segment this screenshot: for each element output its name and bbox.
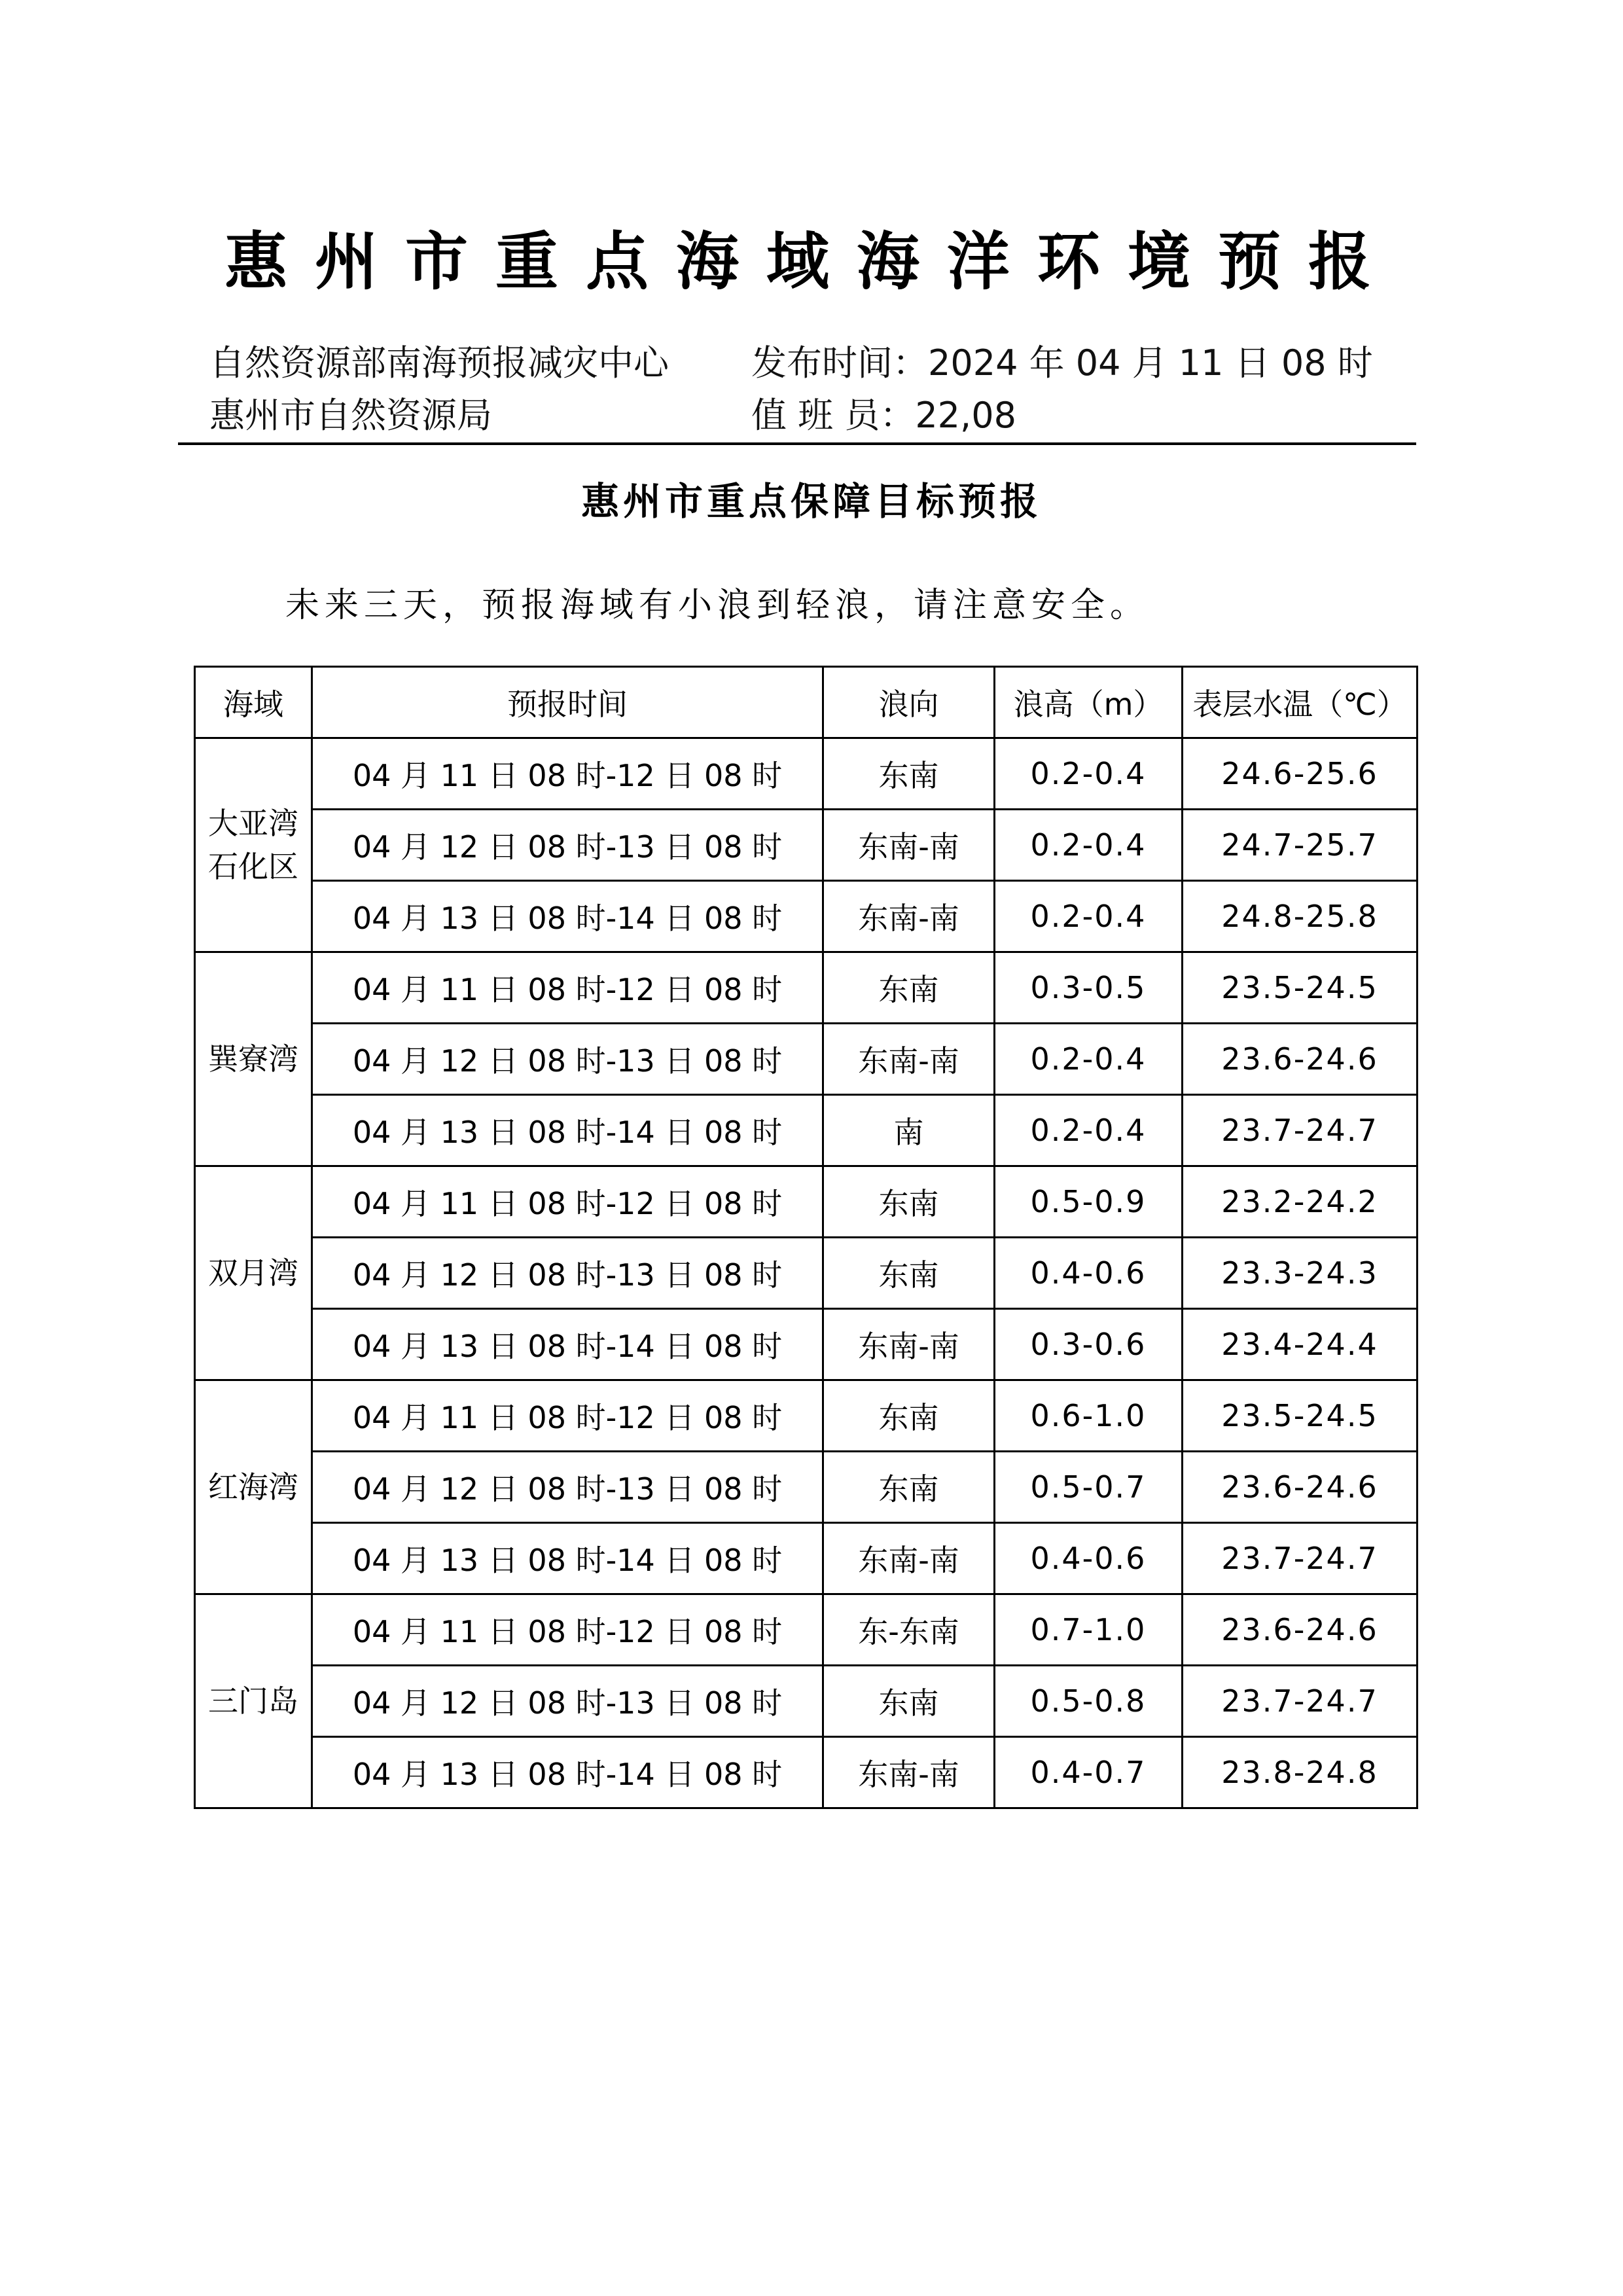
water-temp-cell: 23.5-24.5 (1183, 952, 1418, 1024)
water-temp-cell: 24.7-25.7 (1183, 810, 1418, 881)
release-time: 发布时间：2024 年 04 月 11 日 08 时 (751, 342, 1373, 384)
wave-direction-cell: 东南-南 (823, 1024, 995, 1095)
wave-direction-cell: 东南-南 (823, 881, 995, 952)
water-temp-cell: 24.6-25.6 (1183, 738, 1418, 810)
section-title: 惠州市重点保障目标预报 (580, 479, 1042, 524)
water-temp-cell: 23.7-24.7 (1183, 1095, 1418, 1166)
forecast-time-cell: 04 月 13 日 08 时-14 日 08 时 (312, 1095, 823, 1166)
wave-height-cell: 0.3-0.5 (995, 952, 1183, 1024)
wave-direction-cell: 东南-南 (823, 1523, 995, 1594)
forecast-time-cell: 04 月 11 日 08 时-12 日 08 时 (312, 1380, 823, 1452)
water-temp-cell: 23.7-24.7 (1183, 1523, 1418, 1594)
forecast-time-cell: 04 月 11 日 08 时-12 日 08 时 (312, 738, 823, 810)
wave-height-cell: 0.2-0.4 (995, 810, 1183, 881)
wave-height-cell: 0.5-0.8 (995, 1666, 1183, 1737)
forecast-time-cell: 04 月 11 日 08 时-12 日 08 时 (312, 1594, 823, 1666)
duty-staff: 值 班 员：22,08 (751, 395, 1016, 436)
column-header-water-temp: 表层水温（℃） (1183, 667, 1418, 738)
wave-direction-cell: 东南 (823, 738, 995, 810)
column-header-wave-height: 浪高（m） (995, 667, 1183, 738)
wave-height-cell: 0.4-0.6 (995, 1238, 1183, 1309)
wave-height-cell: 0.2-0.4 (995, 881, 1183, 952)
wave-direction-cell: 东南-南 (823, 810, 995, 881)
wave-direction-cell: 东南 (823, 1452, 995, 1523)
wave-height-cell: 0.7-1.0 (995, 1594, 1183, 1666)
table-row (195, 881, 1418, 952)
region-cell: 红海湾 (195, 1380, 312, 1594)
water-temp-cell: 24.8-25.8 (1183, 881, 1418, 952)
wave-direction-cell: 南 (823, 1095, 995, 1166)
table-row (195, 1309, 1418, 1380)
table-row (195, 738, 1418, 810)
table-header-row (195, 667, 1418, 738)
forecast-time-cell: 04 月 12 日 08 时-13 日 08 时 (312, 810, 823, 881)
table-row (195, 1380, 1418, 1452)
issuer-secondary: 惠州市自然资源局 (209, 395, 492, 436)
wave-height-cell: 0.4-0.7 (995, 1737, 1183, 1808)
forecast-time-cell: 04 月 12 日 08 时-13 日 08 时 (312, 1452, 823, 1523)
wave-direction-cell: 东南 (823, 1666, 995, 1737)
table-row (195, 1523, 1418, 1594)
table-row (195, 1452, 1418, 1523)
region-cell: 大亚湾石化区 (195, 738, 312, 952)
document-title: 惠州市重点海域海洋环境预报 (224, 224, 1399, 298)
wave-height-cell: 0.5-0.9 (995, 1166, 1183, 1238)
table-row (195, 952, 1418, 1024)
wave-height-cell: 0.3-0.6 (995, 1309, 1183, 1380)
water-temp-cell: 23.3-24.3 (1183, 1238, 1418, 1309)
wave-direction-cell: 东南 (823, 952, 995, 1024)
wave-direction-cell: 东南 (823, 1380, 995, 1452)
wave-height-cell: 0.2-0.4 (995, 738, 1183, 810)
forecast-time-cell: 04 月 13 日 08 时-14 日 08 时 (312, 1523, 823, 1594)
water-temp-cell: 23.6-24.6 (1183, 1452, 1418, 1523)
table-row (195, 810, 1418, 881)
column-header-time: 预报时间 (312, 667, 823, 738)
water-temp-cell: 23.6-24.6 (1183, 1024, 1418, 1095)
column-header-direction: 浪向 (823, 667, 995, 738)
forecast-time-cell: 04 月 11 日 08 时-12 日 08 时 (312, 952, 823, 1024)
forecast-time-cell: 04 月 13 日 08 时-14 日 08 时 (312, 881, 823, 952)
wave-height-cell: 0.4-0.6 (995, 1523, 1183, 1594)
table-row (195, 1594, 1418, 1666)
table-row (195, 1166, 1418, 1238)
water-temp-cell: 23.5-24.5 (1183, 1380, 1418, 1452)
forecast-time-cell: 04 月 11 日 08 时-12 日 08 时 (312, 1166, 823, 1238)
water-temp-cell: 23.6-24.6 (1183, 1594, 1418, 1666)
table-row (195, 1095, 1418, 1166)
water-temp-cell: 23.8-24.8 (1183, 1737, 1418, 1808)
table-row (195, 1024, 1418, 1095)
forecast-time-cell: 04 月 12 日 08 时-13 日 08 时 (312, 1024, 823, 1095)
region-cell: 双月湾 (195, 1166, 312, 1380)
wave-direction-cell: 东南-南 (823, 1309, 995, 1380)
wave-height-cell: 0.5-0.7 (995, 1452, 1183, 1523)
region-cell: 巽寮湾 (195, 952, 312, 1166)
water-temp-cell: 23.7-24.7 (1183, 1666, 1418, 1737)
wave-height-cell: 0.2-0.4 (995, 1024, 1183, 1095)
forecast-time-cell: 04 月 12 日 08 时-13 日 08 时 (312, 1238, 823, 1309)
table-row (195, 1666, 1418, 1737)
forecast-table (194, 666, 1418, 1809)
water-temp-cell: 23.2-24.2 (1183, 1166, 1418, 1238)
table-row (195, 1737, 1418, 1808)
wave-direction-cell: 东-东南 (823, 1594, 995, 1666)
wave-direction-cell: 东南 (823, 1166, 995, 1238)
table-body (195, 738, 1418, 1808)
header-divider (178, 442, 1416, 445)
wave-height-cell: 0.6-1.0 (995, 1380, 1183, 1452)
forecast-time-cell: 04 月 13 日 08 时-14 日 08 时 (312, 1737, 823, 1808)
table-row (195, 1238, 1418, 1309)
issuer-primary: 自然资源部南海预报减灾中心 (209, 342, 669, 384)
wave-height-cell: 0.2-0.4 (995, 1095, 1183, 1166)
forecast-time-cell: 04 月 13 日 08 时-14 日 08 时 (312, 1309, 823, 1380)
column-header-region: 海域 (195, 667, 312, 738)
water-temp-cell: 23.4-24.4 (1183, 1309, 1418, 1380)
wave-direction-cell: 东南 (823, 1238, 995, 1309)
forecast-time-cell: 04 月 12 日 08 时-13 日 08 时 (312, 1666, 823, 1737)
wave-direction-cell: 东南-南 (823, 1737, 995, 1808)
region-cell: 三门岛 (195, 1594, 312, 1808)
forecast-summary: 未来三天，预报海域有小浪到轻浪，请注意安全。 (285, 586, 1150, 625)
